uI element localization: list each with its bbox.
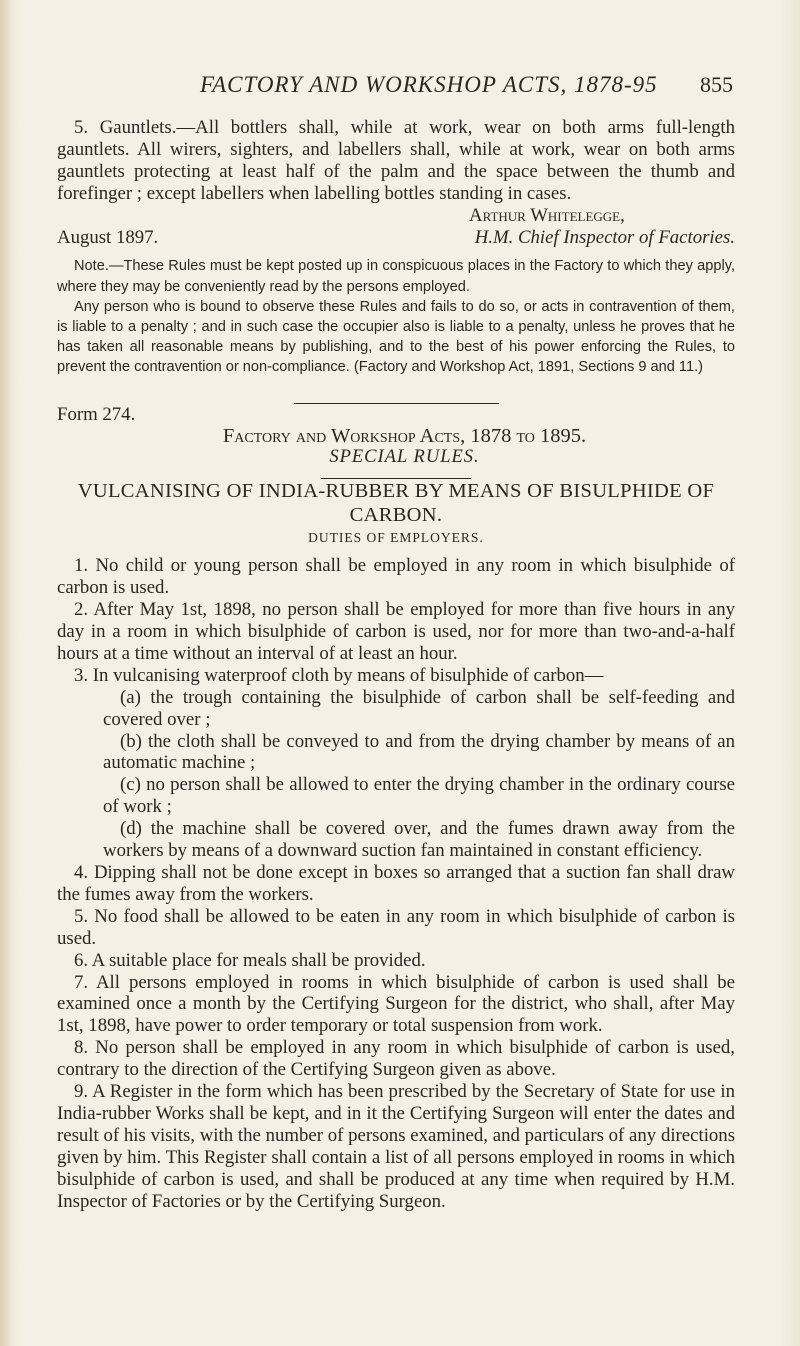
signatory-title: H.M. Chief Inspector of Factories.: [474, 226, 735, 248]
subrule-item: (d) the machine shall be covered over, and the fumes drawn away from the workers by means of a downward suction fan maintained in constant efficiency.: [103, 818, 735, 862]
rule-item: 7. All persons employed in rooms in which bisulphide of carbon is used shall be examined once a month by the Certifying Surgeon for the district, who shall, after May 1st, 1898, have power to order temporary or total suspension from work.: [57, 971, 735, 1037]
rules-list: [57, 555, 735, 1212]
rule-item: 9. A Register in the form which has been prescribed by the Secretary of State for use in India-rubber Works shall be kept, and in it the Certifying Surgeon will enter the dates and result of his visits, with the number of persons examined, and particulars of any directions given by him. This Register shall contain a list of all persons employed in rooms in which bisulphide of carbon is used, and shall be produced at any time when required by H.M. Inspector of Factories or by the Certifying Surgeon.: [57, 1081, 735, 1212]
rule-item: 1. No child or young person shall be employed in any room in which bisulphide of carbon is used.: [57, 555, 735, 599]
note-paragraph: Note.—These Rules must be kept posted up in conspicuous places in the Factory to which they apply, where they may be conveniently read by the persons employed.: [57, 258, 735, 295]
note-paragraph: Any person who is bound to observe these Rules and fails to do so, or acts in contravention of them, is liable to a penalty ; and in such case the occupier also is liable to a penalty, unless he proves that he has taken all reasonable means by publishing, and to the best of his power enforcing the Rules, to prevent the contravention or non-compliance. (Factory and Workshop Act, 1891, Sections 9 and 11.): [57, 298, 735, 376]
signature-row: [57, 227, 735, 249]
running-title: FACTORY AND WORKSHOP ACTS, 1878-95: [200, 72, 658, 97]
rule-item: 3. In vulcanising waterproof cloth by means of bisulphide of carbon—: [74, 664, 604, 686]
running-header: [0, 72, 800, 102]
signatory-name: Arthur Whitelegge,: [469, 204, 625, 226]
rule-item: 2. After May 1st, 1898, no person shall be employed for more than five hours in any day in a room in which bisulphide of carbon is used, nor for more than two-and-a-half hours at a time without an interval of at least an hour.: [57, 599, 735, 664]
rule-item: 4. Dipping shall not be done except in boxes so arranged that a suction fan shall draw the fumes away from the workers.: [57, 861, 735, 905]
form-number: Form 274.: [57, 403, 136, 425]
rule-item: 6. A suitable place for meals shall be provided.: [74, 949, 426, 971]
gauntlets-rule: 5. Gauntlets.—All bottlers shall, while at work, wear on both arms full-length gauntlets. All wirers, sighters, and labellers shall, while at work, wear on both arms gauntlets protecting at least half of the palm and the space between the thumb and forefinger ; except labellers when labelling bottles standing in cases.: [57, 117, 735, 204]
rule-item: 8. No person shall be employed in any room in which bisulphide of carbon is used, contrary to the direction of the Certifying Surgeon given as above.: [57, 1037, 735, 1081]
act-title: Factory and Workshop Acts, 1878 to 1895.: [222, 424, 587, 447]
signature-date: August 1897.: [57, 226, 159, 248]
rule-item: 5. No food shall be allowed to be eaten in any room in which bisulphide of carbon is used.: [57, 905, 735, 949]
page-body: [57, 117, 735, 1212]
duties-subheading: DUTIES OF EMPLOYERS.: [308, 530, 484, 546]
page-number: 855: [700, 72, 733, 97]
special-rules-heading: SPECIAL RULES.: [329, 447, 480, 468]
subrule-item: (b) the cloth shall be conveyed to and from the drying chamber by means of an automatic machine ;: [103, 730, 735, 774]
page-gutter: [0, 0, 10, 1346]
subrule-item: (c) no person shall be allowed to enter the drying chamber in the ordinary course of work ;: [103, 774, 735, 818]
subrule-item: (a) the trough containing the bisulphide of carbon shall be self-feeding and covered over ;: [103, 686, 735, 730]
rules-heading: VULCANISING OF INDIA-RUBBER BY MEANS OF BISULPHIDE OF CARBON.: [77, 480, 715, 527]
note-block: [57, 256, 735, 377]
